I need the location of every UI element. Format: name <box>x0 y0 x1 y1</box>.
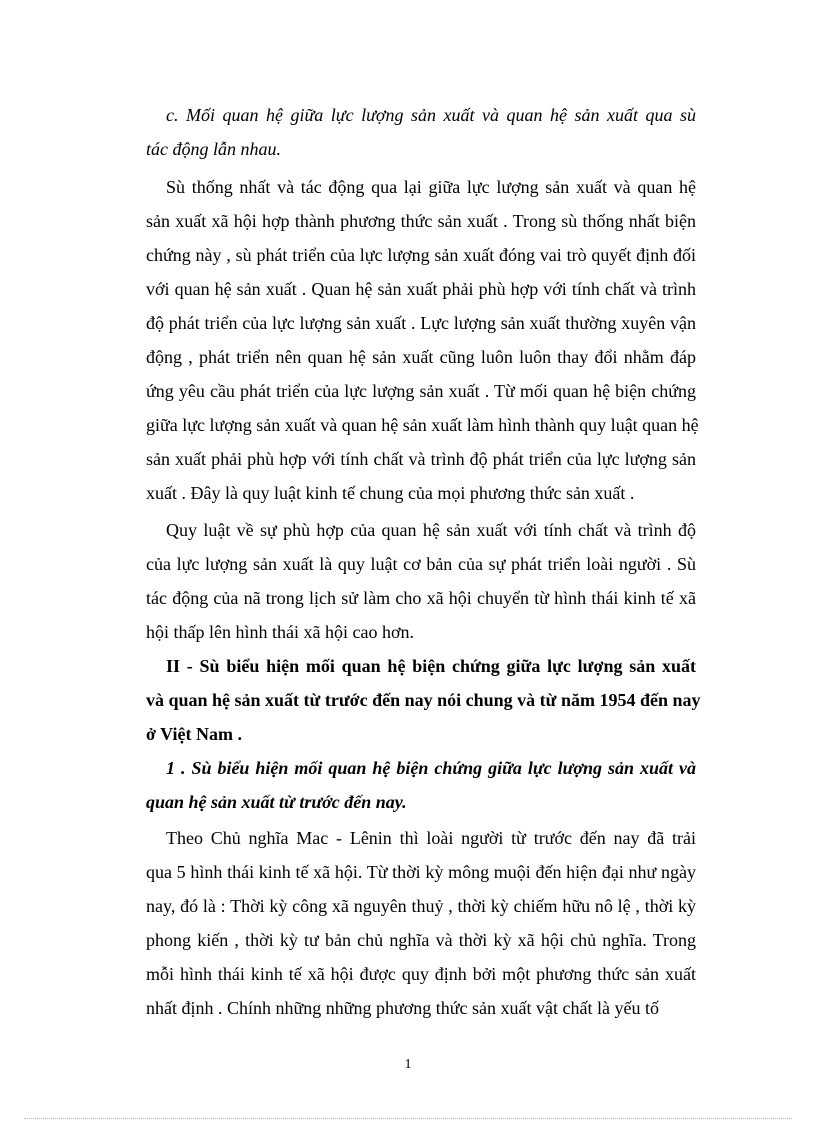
paragraph-3-line-5: mỗi hình thái kinh tế xã hội được quy định bởi một phương thức sản xuất <box>146 964 696 984</box>
paragraph-3-line-4: phong kiến , thời kỳ tư bản chủ nghĩa và thời kỳ xã hội chủ nghĩa. Trong <box>146 930 696 950</box>
subsection-1-heading-line-2: quan hệ sản xuất từ trước đến nay. <box>146 792 407 812</box>
paragraph-1-line-5: độ phát triển của lực lượng sản xuất . Lực lượng sản xuất thường xuyên vận <box>146 313 696 333</box>
paragraph-1-line-10: xuất . Đây là quy luật kinh tế chung của mọi phương thức sản xuất . <box>146 483 635 503</box>
paragraph-1-line-7: ứng yêu cầu phát triển của lực lượng sản xuất . Từ mối quan hệ biện chứng <box>146 381 696 401</box>
paragraph-3-line-1: Theo Chủ nghĩa Mac - Lênin thì loài người từ trước đến nay đã trải <box>166 828 696 848</box>
section-c-heading-line-1: c. Mối quan hệ giữa lực lượng sản xuất và quan hệ sản xuất qua sù <box>166 105 696 125</box>
page-number: 1 <box>404 1057 412 1072</box>
paragraph-2-line-2: của lực lượng sản xuất là quy luật cơ bản của sự phát triển loài người . Sù <box>146 554 696 574</box>
paragraph-1-line-2: sản xuất xã hội hợp thành phương thức sản xuất . Trong sù thống nhất biện <box>146 211 696 231</box>
paragraph-3-line-3: nay, đó là : Thời kỳ công xã nguyên thuỷ , thời kỳ chiếm hữu nô lệ , thời kỳ <box>146 896 696 916</box>
section-c-heading-line-2: tác động lẫn nhau. <box>146 139 281 159</box>
page-bottom-rule <box>24 1118 792 1119</box>
paragraph-1-line-8: giữa lực lượng sản xuất và quan hệ sản xuất làm hình thành quy luật quan hệ <box>146 415 699 435</box>
paragraph-2-line-3: tác động của nã trong lịch sử làm cho xã hội chuyển từ hình thái kinh tế xã <box>146 588 696 608</box>
paragraph-1-line-4: với quan hệ sản xuất . Quan hệ sản xuất phải phù hợp với tính chất và trình <box>146 279 696 299</box>
section-ii-heading-line-2: và quan hệ sản xuất từ trước đến nay nói chung và từ năm 1954 đến nay <box>146 690 701 710</box>
paragraph-1-line-1: Sù thống nhất và tác động qua lại giữa lực lượng sản xuất và quan hệ <box>166 177 696 197</box>
paragraph-1-line-9: sản xuất phải phù hợp với tính chất và trình độ phát triển của lực lượng sản <box>146 449 696 469</box>
paragraph-2-line-4: hội thấp lên hình thái xã hội cao hơn. <box>146 622 414 642</box>
paragraph-1-line-3: chứng này , sù phát triển của lực lượng sản xuất đóng vai trò quyết định đối <box>146 245 696 265</box>
subsection-1-heading-line-1: 1 . Sù biểu hiện mối quan hệ biện chứng giữa lực lượng sản xuất và <box>166 758 696 778</box>
section-ii-heading-line-1: II - Sù biểu hiện mối quan hệ biện chứng giữa lực lượng sản xuất <box>166 656 696 676</box>
paragraph-3-line-6: nhất định . Chính những những phương thức sản xuất vật chất là yếu tố <box>146 998 659 1018</box>
paragraph-3-line-2: qua 5 hình thái kinh tế xã hội. Từ thời kỳ mông muội đến hiện đại như ngày <box>146 862 696 882</box>
paragraph-2-line-1: Quy luật về sự phù hợp của quan hệ sản xuất với tính chất và trình độ <box>166 520 696 540</box>
section-ii-heading-line-3: ở Việt Nam . <box>146 724 242 744</box>
paragraph-1-line-6: động , phát triển nên quan hệ sản xuất cũng luôn luôn thay đổi nhằm đáp <box>146 347 696 367</box>
